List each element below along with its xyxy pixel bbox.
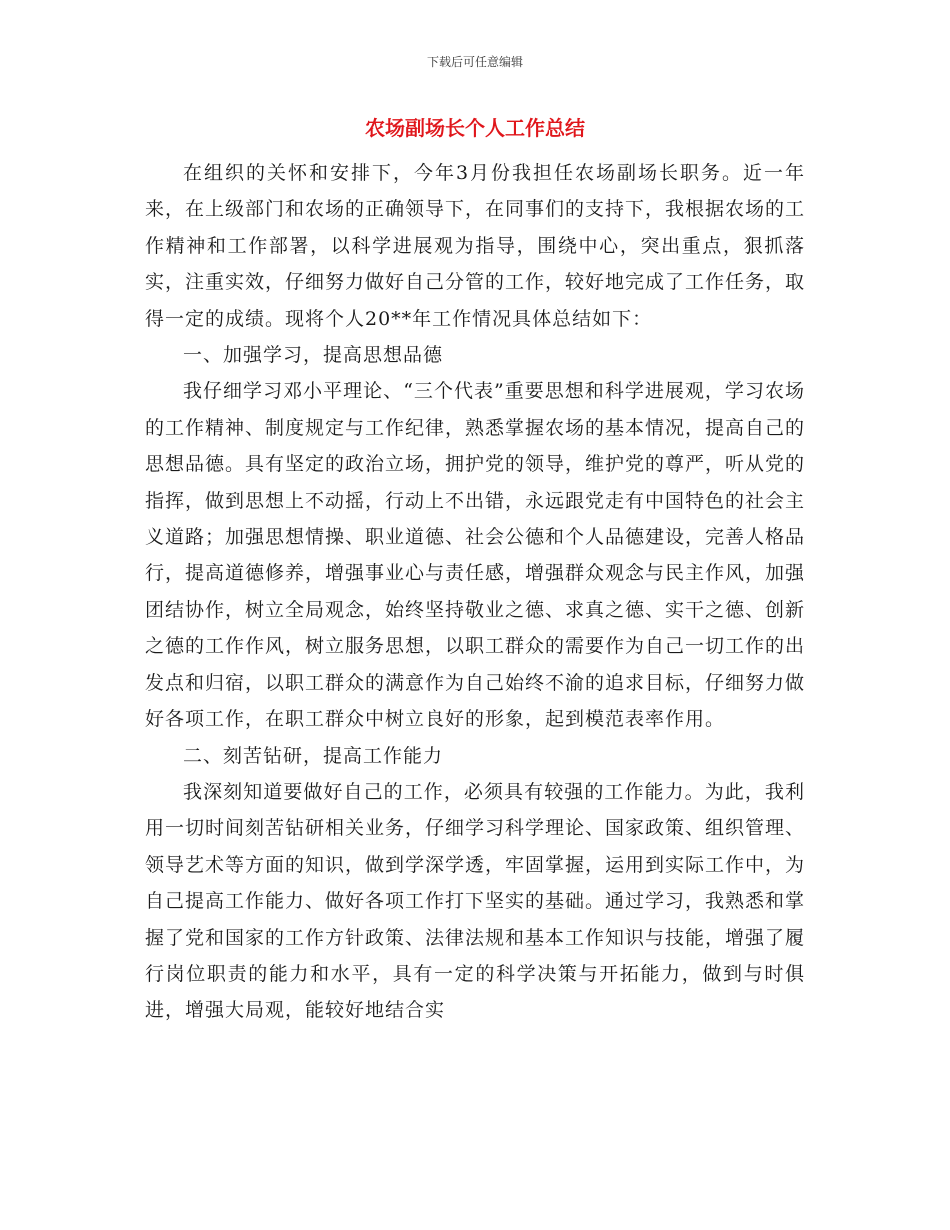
document-body	[145, 155, 805, 1029]
section-heading-2: 二、刻苦钻研，提高工作能力	[183, 744, 444, 767]
intro-paragraph: 在组织的关怀和安排下，今年3月份我担任农场副场长职务。近一年来，在上级部门和农场的正确领导下，在同事们的支持下，我根据农场的工作精神和工作部署，以科学进展观为指导，围绕中心，突出重点，狠抓落实，注重实效，仔细努力做好自己分管的工作，较好地完成了工作任务，取得一定的成绩。现将个人20**年工作情况具体总结如下：	[145, 162, 806, 330]
document-title: 农场副场长个人工作总结	[365, 116, 585, 140]
section-2-paragraph: 我深刻知道要做好自己的工作，必须具有较强的工作能力。为此，我利用一切时间刻苦钻研相关业务，仔细学习科学理论、国家政策、组织管理、领导艺术等方面的知识，做到学深学透，牢固掌握，运用到实际工作中，为自己提高工作能力、做好各项工作打下坚实的基础。通过学习，我熟悉和掌握了党和国家的工作方针政策、法律法规和基本工作知识与技能，增强了履行岗位职责的能力和水平，具有一定的科学决策与开拓能力，做到与时俱进，增强大局观，能较好地结合实	[145, 780, 806, 1022]
header-note: 下载后可任意编辑	[426, 55, 523, 69]
section-1-paragraph: 我仔细学习邓小平理论、“三个代表”重要思想和科学进展观，学习农场的工作精神、制度规定与工作纪律，熟悉掌握农场的基本情况，提高自己的思想品德。具有坚定的政治立场，拥护党的领导，维护党的尊严，听从党的指挥，做到思想上不动摇，行动上不出错，永远跟党走有中国特色的社会主义道路；加强思想情操、职业道德、社会公德和个人品德建设，完善人格品行，提高道德修养，增强事业心与责任感，增强群众观念与民主作风，加强团结协作，树立全局观念，始终坚持敬业之德、求真之德、实干之德、创新之德的工作作风，树立服务思想，以职工群众的需要作为自己一切工作的出发点和归宿，以职工群众的满意作为自己始终不渝的追求目标，仔细努力做好各项工作，在职工群众中树立良好的形象，起到模范表率作用。	[145, 380, 806, 731]
section-heading-1: 一、加强学习，提高思想品德	[183, 344, 444, 367]
